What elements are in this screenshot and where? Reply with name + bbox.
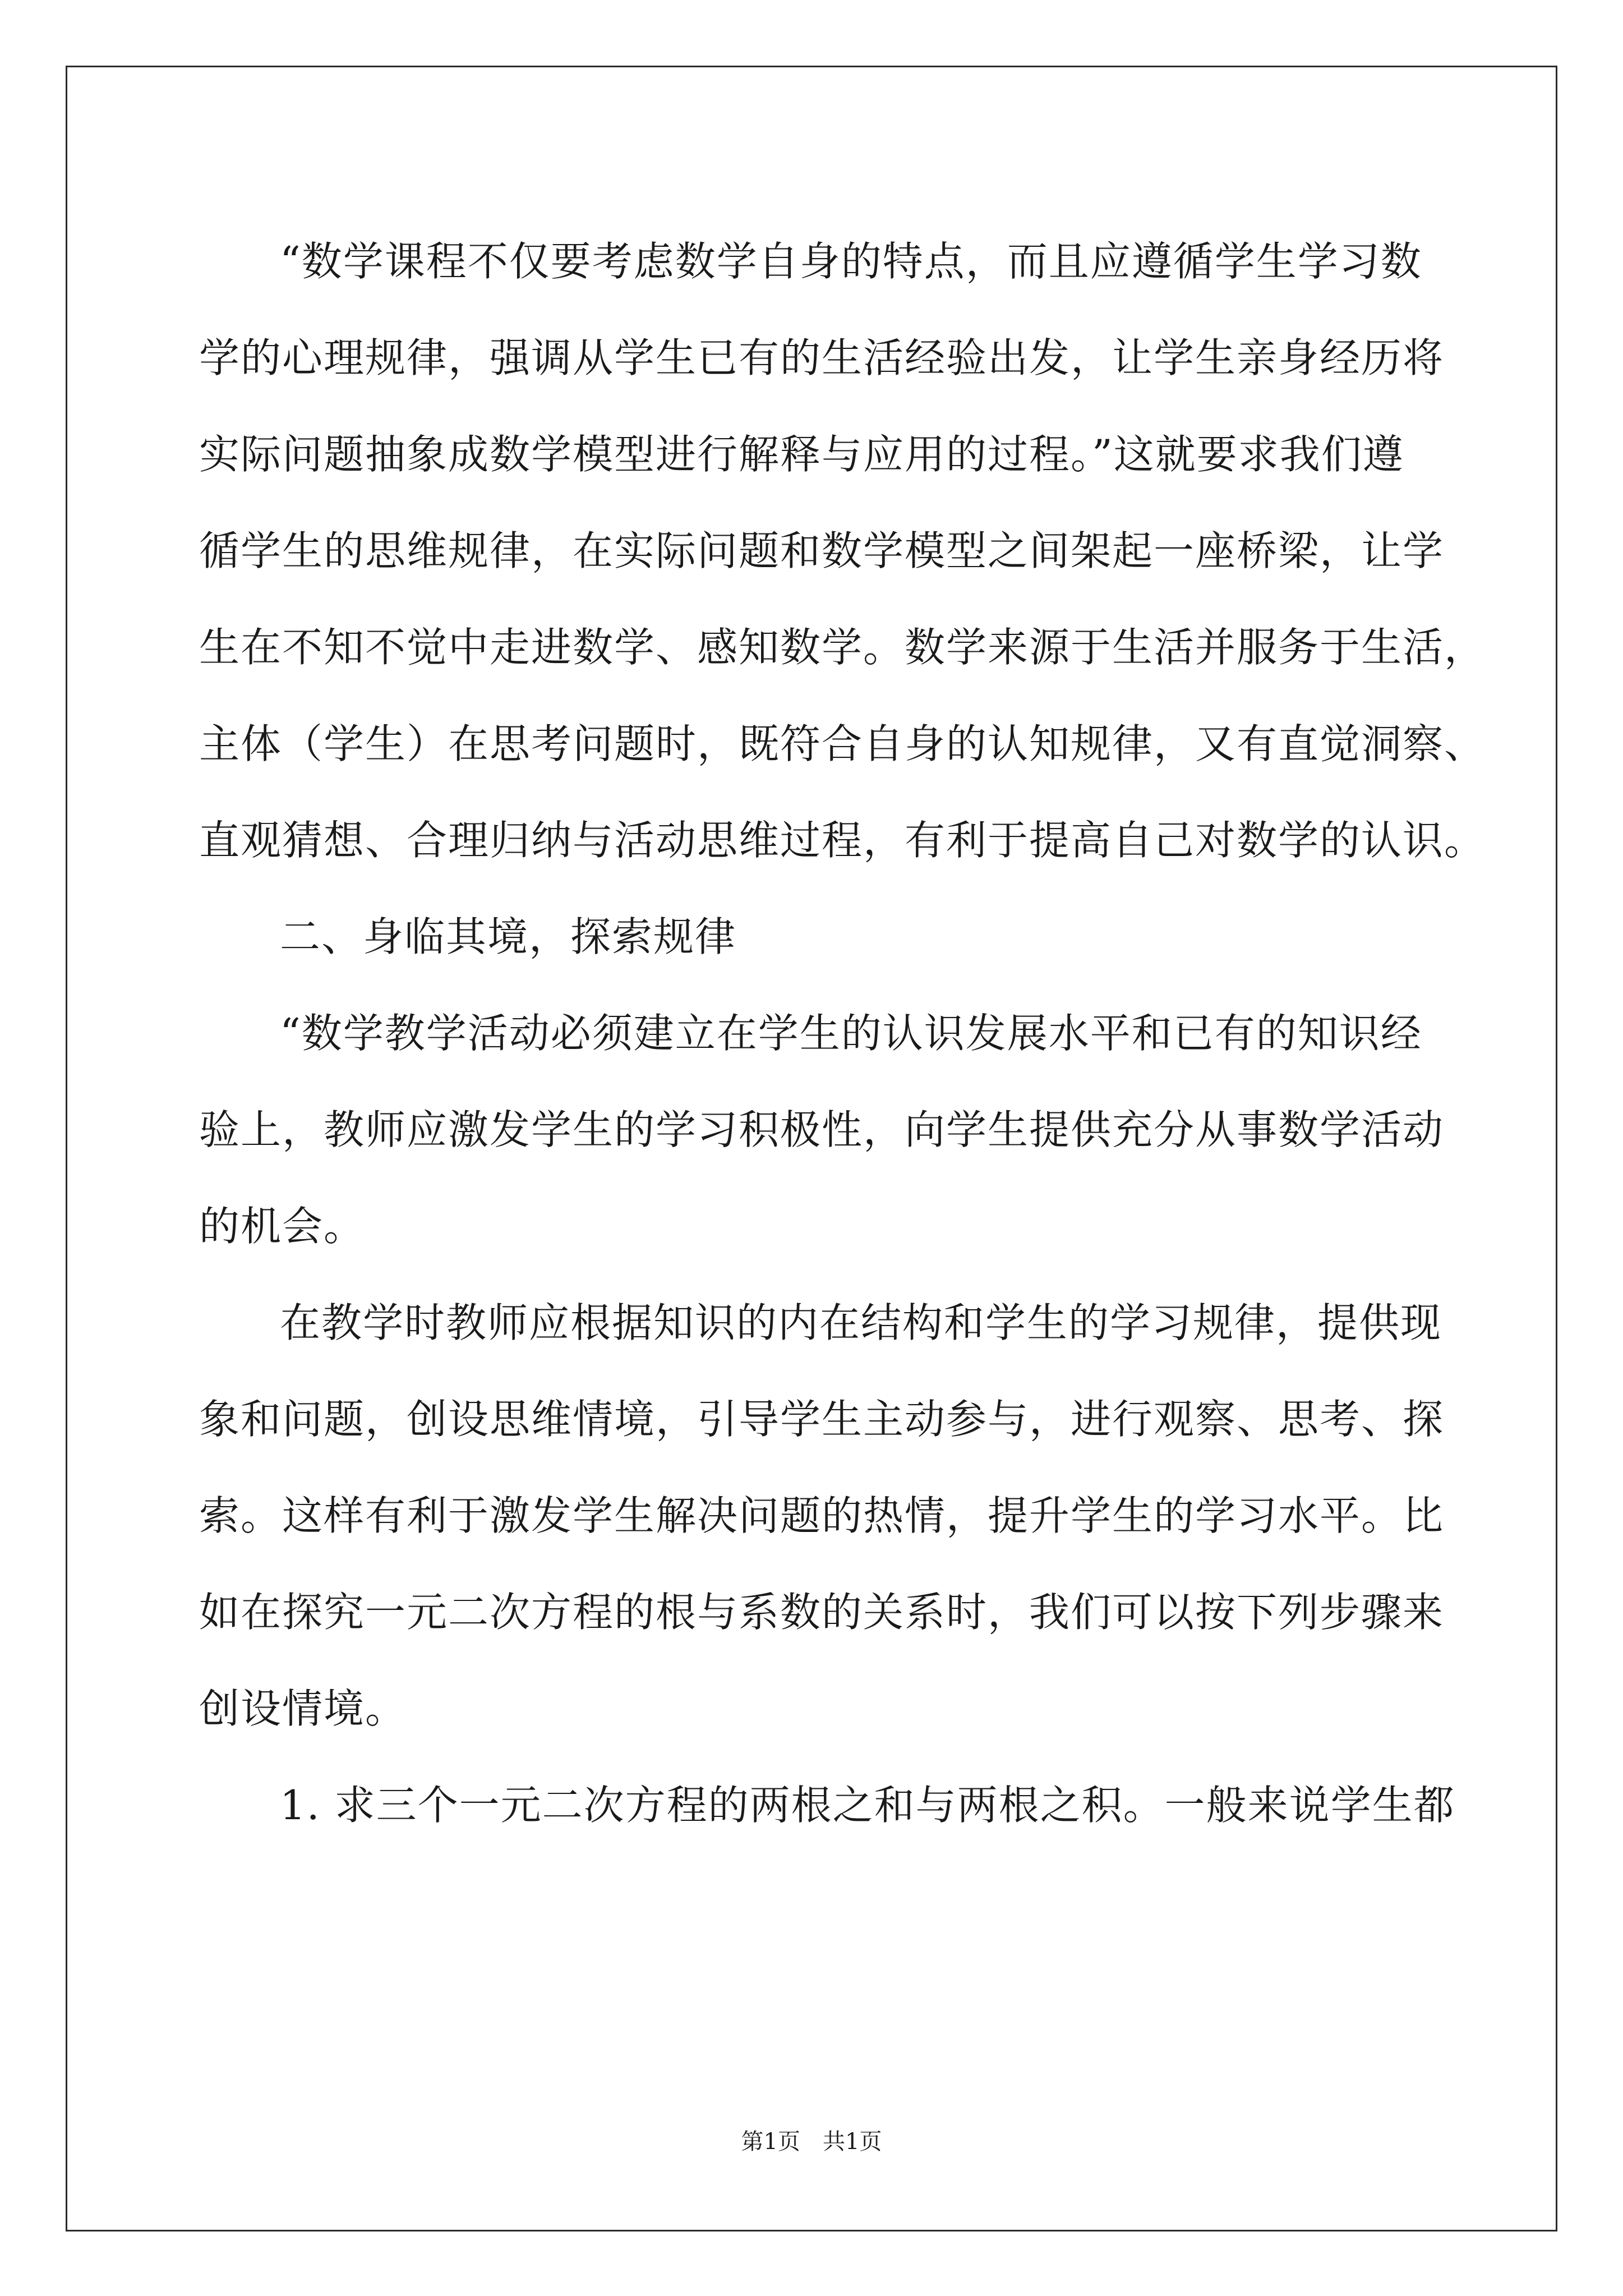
text-line: 象和问题，创设思维情境，引导学生主动参与，进行观察、思考、探 — [199, 1396, 1445, 1443]
text-line: 如在探究一元二次方程的根与系数的关系时，我们可以按下列步骤来 — [199, 1589, 1445, 1636]
text-line: 在教学时教师应根据知识的内在结构和学生的学习规律，提供现 — [280, 1299, 1442, 1346]
text-line: “数学教学活动必须建立在学生的认识发展水平和已有的知识经 — [280, 1010, 1422, 1057]
text-line: 创设情境。 — [199, 1685, 407, 1732]
text-line: 验上，教师应激发学生的学习积极性，向学生提供充分从事数学活动 — [199, 1106, 1445, 1153]
text-line: 学的心理规律，强调从学生已有的生活经验出发，让学生亲身经历将 — [199, 334, 1445, 381]
document-body — [199, 213, 1486, 1853]
text-line: 索。这样有利于激发学生解决问题的热情，提升学生的学习水平。比 — [199, 1492, 1445, 1539]
text-line: 生在不知不觉中走进数学、感知数学。数学来源于生活并服务于生活， — [199, 624, 1486, 671]
text-line: 的机会。 — [199, 1203, 366, 1250]
text-line: 1. 求三个一元二次方程的两根之和与两根之积。一般来说学生都 — [280, 1782, 1455, 1829]
text-line: “数学课程不仅要考虑数学自身的特点，而且应遵循学生学习数 — [280, 238, 1422, 285]
page-footer: 第1页 共1页 — [741, 2129, 882, 2155]
text-line: 循学生的思维规律，在实际问题和数学模型之间架起一座桥梁，让学 — [199, 527, 1445, 574]
text-line: 直观猜想、合理归纳与活动思维过程，有利于提高自己对数学的认识。 — [199, 817, 1486, 864]
section-heading: 二、身临其境，探索规律 — [280, 913, 737, 960]
text-line: 主体（学生）在思考问题时，既符合自身的认知规律，又有直觉洞察、 — [199, 720, 1486, 767]
text-line: 实际问题抽象成数学模型进行解释与应用的过程。”这就要求我们遵 — [199, 431, 1404, 478]
